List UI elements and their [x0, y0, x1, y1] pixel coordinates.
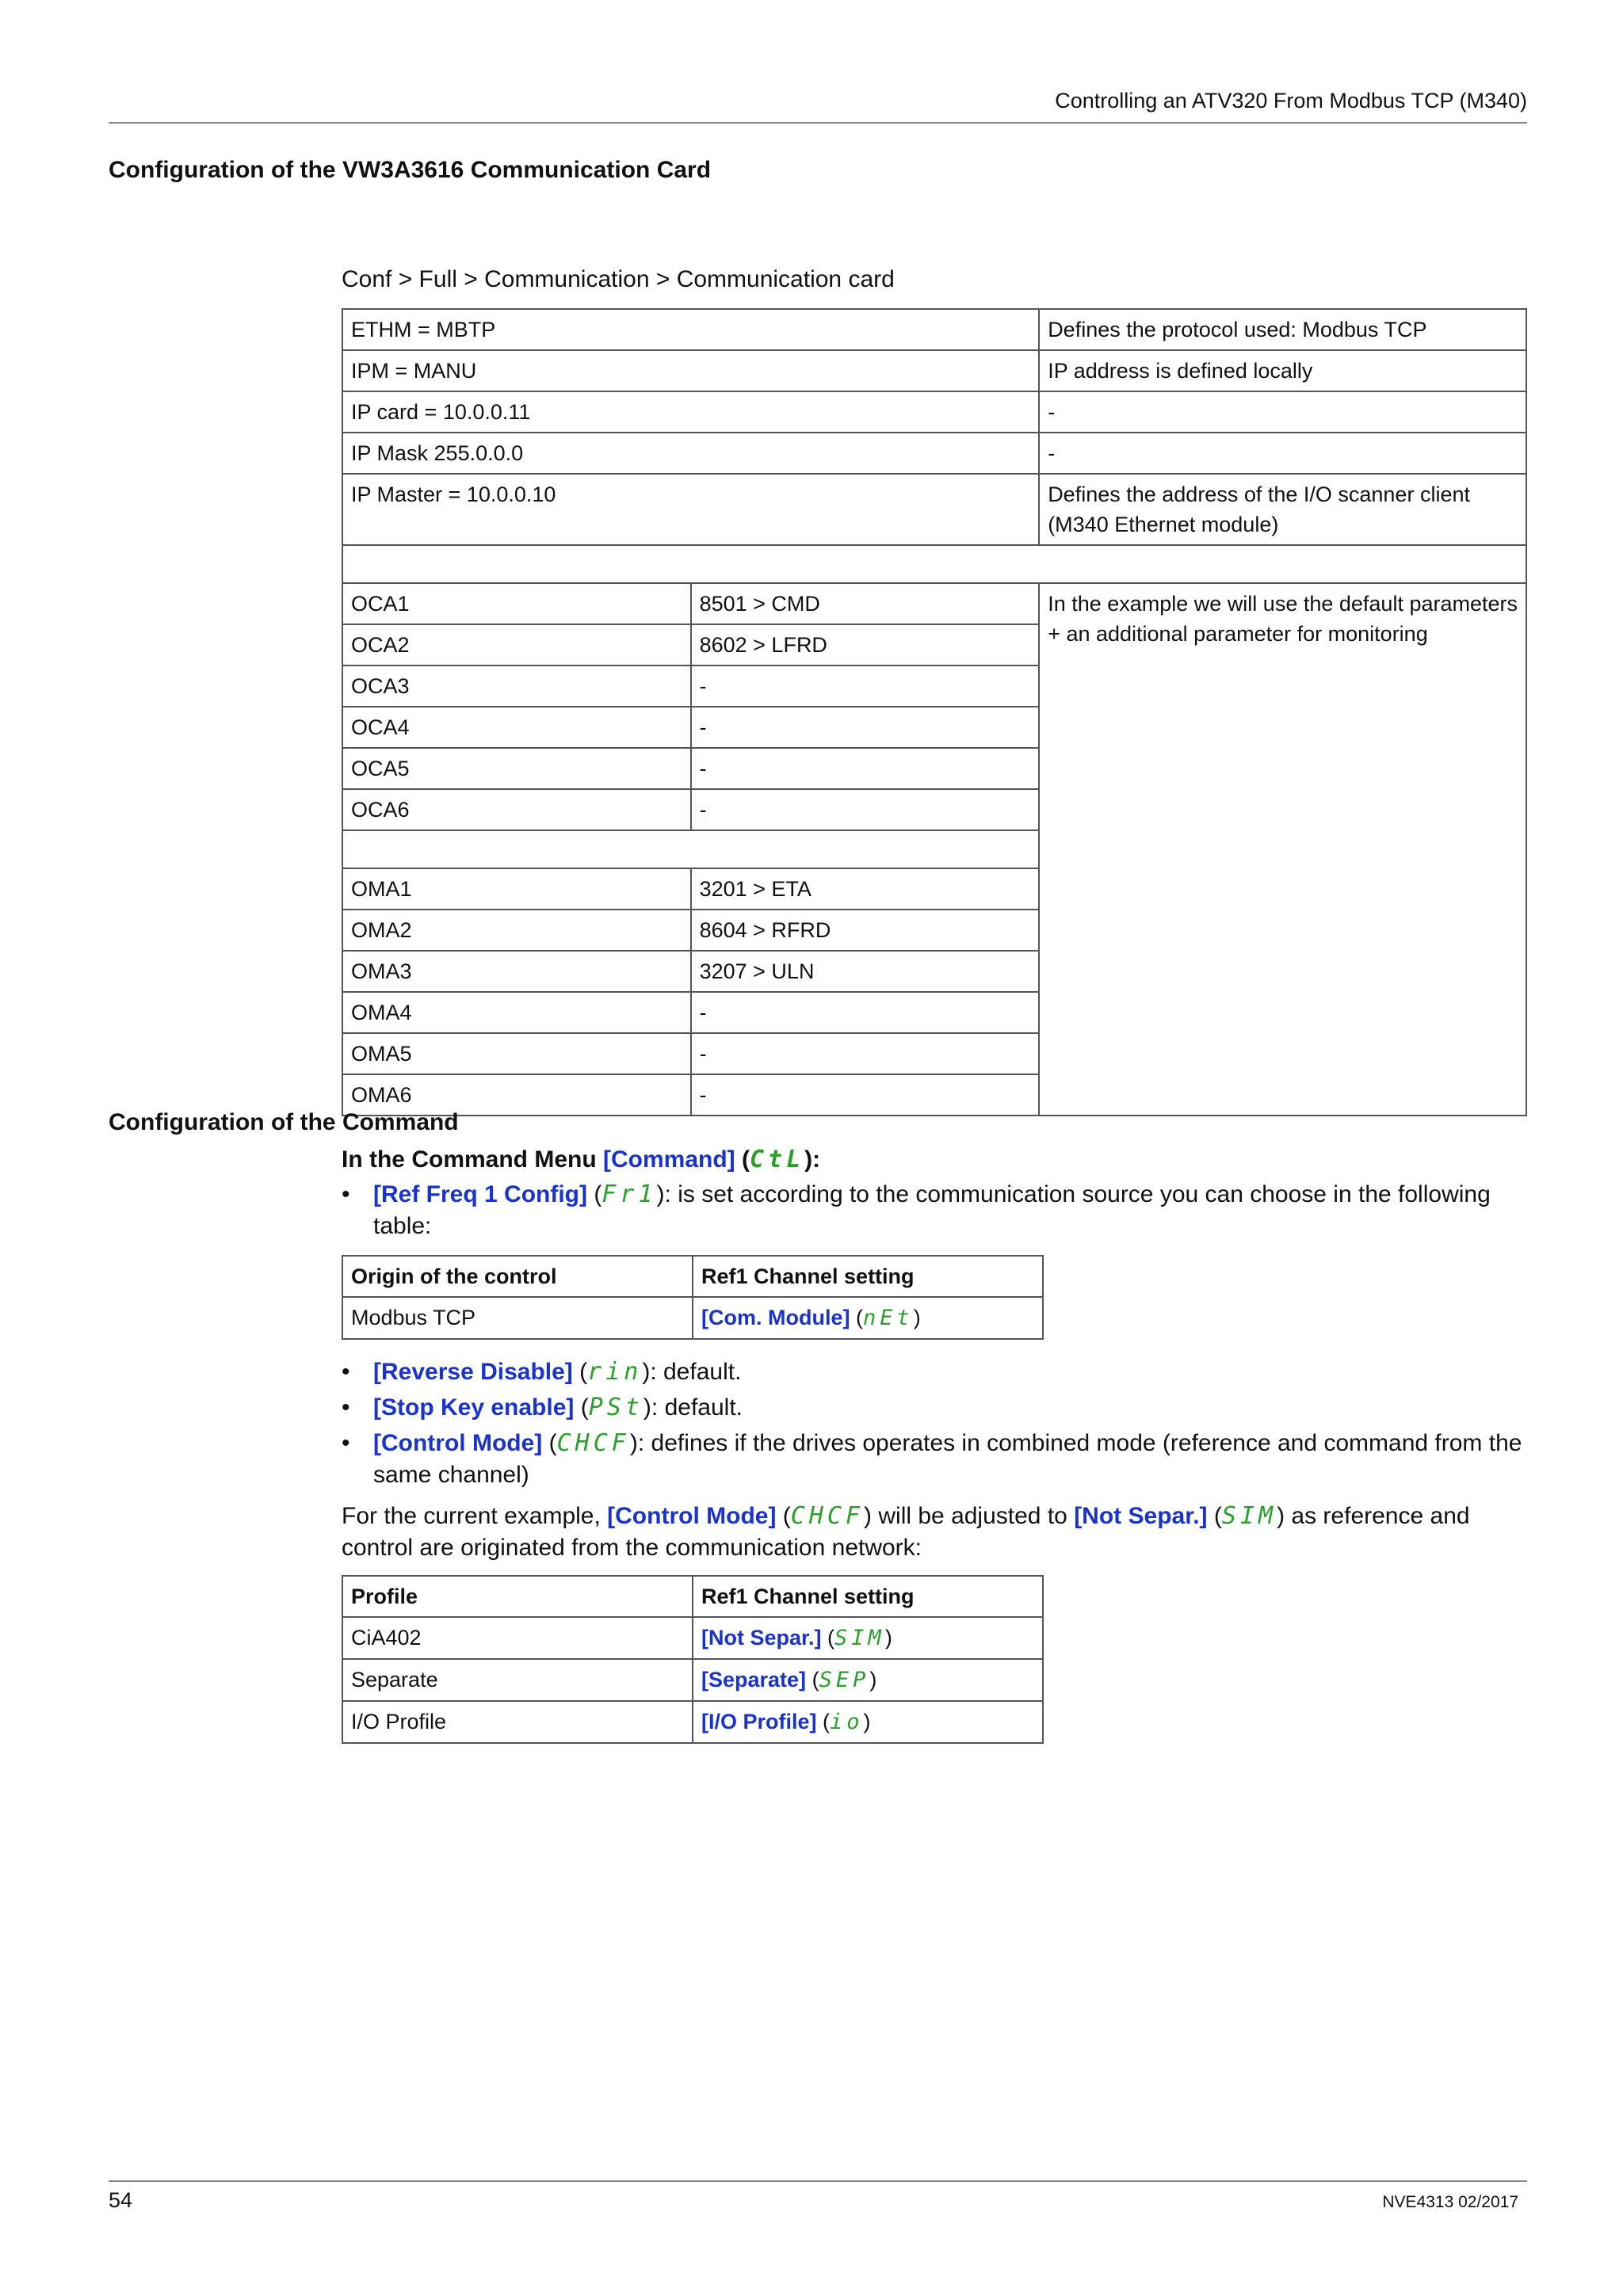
desc-cell: Defines the protocol used: Modbus TCP — [1039, 309, 1526, 350]
command-menu-heading — [342, 1146, 820, 1173]
value-cell: - — [691, 707, 1040, 748]
setting-cell: [I/O Profile] (io) — [693, 1701, 1043, 1743]
value-cell: 3207 > ULN — [691, 951, 1040, 992]
table-row — [342, 1659, 1043, 1701]
bullet-dot: • — [342, 1181, 350, 1207]
param-cell: OCA3 — [342, 666, 691, 707]
communication-card-table — [342, 308, 1527, 1116]
param-label: [Control Mode] — [373, 1430, 543, 1456]
param-code: CHCF — [556, 1429, 630, 1457]
column-header: Profile — [342, 1576, 693, 1617]
footer-rule — [109, 2180, 1527, 2182]
value-cell: 3201 > ETA — [691, 868, 1040, 910]
setting-cell: [Separate] (SEP) — [693, 1659, 1043, 1701]
param-cell: IP card = 10.0.0.11 — [342, 391, 1039, 433]
bullet-dot: • — [342, 1394, 350, 1421]
param-cell: OCA2 — [342, 624, 691, 666]
bullet-text: : default. — [651, 1394, 743, 1421]
param-cell: OCA6 — [342, 789, 691, 830]
value-cell: 8604 > RFRD — [691, 910, 1040, 951]
profile-table — [342, 1575, 1044, 1744]
param-cell: OMA3 — [342, 951, 691, 992]
param-cell: OMA1 — [342, 868, 691, 910]
value-cell: - — [691, 789, 1040, 830]
table-row — [342, 1297, 1043, 1339]
page-number: 54 — [109, 2188, 133, 2212]
menu-path: Conf > Full > Communication > Communication card — [342, 266, 895, 292]
menu-close-paren: ): — [804, 1146, 821, 1173]
value-cell: 8501 > CMD — [691, 583, 1040, 624]
value-cell: - — [691, 992, 1040, 1033]
table-row — [342, 1701, 1043, 1743]
desc-cell: IP address is defined locally — [1039, 350, 1526, 391]
bullet-text: : defines if the drives operates in combined mode (reference and command from the same channel) — [373, 1430, 1522, 1488]
document-reference: NVE4313 02/2017 — [1382, 2193, 1518, 2211]
param-cell: OMA6 — [342, 1074, 691, 1116]
value-cell: - — [691, 1033, 1040, 1074]
param-cell: OCA5 — [342, 748, 691, 789]
param-code: rin — [587, 1358, 643, 1386]
table-header-row — [342, 1576, 1043, 1617]
column-header: Origin of the control — [342, 1256, 693, 1297]
menu-open-paren: ( — [735, 1146, 750, 1173]
table-row — [342, 583, 1526, 624]
bullet-text: : is set according to the communication source you can choose in the following table: — [373, 1181, 1491, 1239]
param-label: [Not Separ.] — [1074, 1503, 1208, 1529]
spacer-cell — [342, 830, 1039, 868]
document-page: Controlling an ATV320 From Modbus TCP (M340) Configuration of the VW3A3616 Communication Card Conf > Full > Communication > Communication card ETHM = MBTP Defines the protocol used: Modbus TCP IPM = MANU IP address is defined locally IP card = 10.0.0.11 - IP Mask 255.0.0.0 - IP Master = 10.0.0.10 Defines the address of the I/O scanner client (M340 Ethernet module) OCA1 8501 > CMD In the example we will use the default parameters + an additional parameter for monitoring OCA2 8602 > LFRD OCA3 - OCA4 - OCA5 - OCA6 - OMA1 3201 > ETA OMA2 8604 > RFRD OMA3 3207 > ULN OMA4 - OMA5 - OMA6 - Configuration of the Command In the Command Menu [Command] (CtL): • [Ref Freq 1 Config] (Fr1): is set according to the communication source you can choose in the following table: Origin of the control Ref1 Channel setting Modbus TCP [Com. Module] (nEt) • [Reverse Disable] (rin): default. • [Stop Key enable] (PSt): default. • [Control Mode] (CHCF): defines if the drives operates in combined mode (reference and command from the same channel) For the current example, [Control Mode] (CHCF) will be adjusted to [Not Separ.] (SIM) as reference and control are originated from the communication network: Profile Ref1 Channel setting CiA402 [Not Separ.] (SIM) Separate [Separate] (SEP) I/O Profile [I/O Profile] (io) 54 NVE4313 02/2017 — [0, 0, 1623, 2296]
table-row — [342, 474, 1526, 545]
param-code: CHCF — [790, 1502, 865, 1530]
bullet-dot: • — [342, 1430, 350, 1456]
oca-note-cell: In the example we will use the default parameters + an additional parameter for monitoring — [1039, 583, 1526, 1116]
param-label: [Ref Freq 1 Config] — [373, 1181, 587, 1207]
desc-cell: - — [1039, 433, 1526, 474]
table-row — [342, 350, 1526, 391]
value-cell: - — [691, 748, 1040, 789]
param-cell: OCA4 — [342, 707, 691, 748]
param-label: [Stop Key enable] — [373, 1394, 575, 1421]
value-cell: 8602 > LFRD — [691, 624, 1040, 666]
section-title-command: Configuration of the Command — [109, 1109, 459, 1135]
param-code: SIM — [1221, 1502, 1277, 1530]
menu-code: CtL — [749, 1146, 805, 1173]
value-cell: - — [691, 666, 1040, 707]
section-title-communication-card: Configuration of the VW3A3616 Communication Card — [109, 157, 712, 183]
param-cell: IP Master = 10.0.0.10 — [342, 474, 1039, 545]
value-cell: - — [691, 1074, 1040, 1116]
menu-name: [Command] — [603, 1146, 735, 1173]
param-cell: OMA5 — [342, 1033, 691, 1074]
param-cell: OMA4 — [342, 992, 691, 1033]
param-cell: IPM = MANU — [342, 350, 1039, 391]
header-rule — [109, 122, 1527, 124]
running-header: Controlling an ATV320 From Modbus TCP (M340) — [1055, 89, 1527, 113]
setting-cell: [Not Separ.] (SIM) — [693, 1617, 1043, 1659]
origin-table — [342, 1255, 1044, 1340]
example-paragraph: For the current example, [Control Mode] (CHCF) will be adjusted to [Not Separ.] (SIM) as reference and control are originated from the communication network: — [342, 1502, 1470, 1561]
menu-prefix: In the Command Menu — [342, 1146, 603, 1173]
origin-cell: Modbus TCP — [342, 1297, 693, 1339]
param-cell: OMA2 — [342, 910, 691, 951]
param-code: Fr1 — [601, 1180, 657, 1208]
param-cell: ETHM = MBTP — [342, 309, 1039, 350]
bullet-dot: • — [342, 1359, 350, 1385]
setting-cell: [Com. Module] (nEt) — [693, 1297, 1043, 1339]
table-row — [342, 1617, 1043, 1659]
param-label: [Reverse Disable] — [373, 1359, 573, 1385]
bullet-text: : default. — [650, 1359, 742, 1385]
table-header-row — [342, 1256, 1043, 1297]
table-row — [342, 391, 1526, 433]
profile-cell: Separate — [342, 1659, 693, 1701]
desc-cell: - — [1039, 391, 1526, 433]
param-cell: IP Mask 255.0.0.0 — [342, 433, 1039, 474]
column-header: Ref1 Channel setting — [693, 1256, 1043, 1297]
table-row — [342, 433, 1526, 474]
table-spacer-row — [342, 545, 1526, 583]
table-row — [342, 309, 1526, 350]
param-cell: OCA1 — [342, 583, 691, 624]
param-label: [Control Mode] — [607, 1503, 777, 1529]
spacer-cell — [342, 545, 1526, 583]
profile-cell: CiA402 — [342, 1617, 693, 1659]
profile-cell: I/O Profile — [342, 1701, 693, 1743]
column-header: Ref1 Channel setting — [693, 1576, 1043, 1617]
desc-cell: Defines the address of the I/O scanner client (M340 Ethernet module) — [1039, 474, 1526, 545]
param-code: PSt — [588, 1394, 643, 1421]
